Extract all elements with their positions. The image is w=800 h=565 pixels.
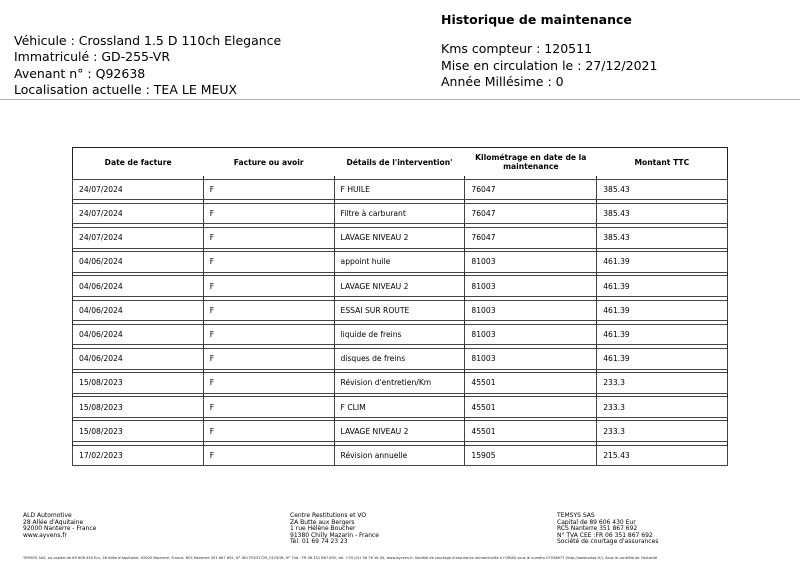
cell-amount: 385.43 xyxy=(597,203,728,224)
footer-line: ZA Butte aux Bergers xyxy=(290,518,355,526)
header-divider xyxy=(0,99,800,100)
cell-amount: 233.3 xyxy=(597,397,728,418)
cell-type: F xyxy=(203,227,334,248)
cell-amount: 461.39 xyxy=(597,348,728,369)
cell-mileage: 76047 xyxy=(465,179,597,200)
vehicle-location: Localisation actuelle : TEA LE MEUX xyxy=(14,81,238,97)
header-mileage: Kilométrage en date de la maintenance xyxy=(475,153,587,171)
model-year: Année Millésime : 0 xyxy=(441,73,564,89)
cell-type: F xyxy=(203,252,334,273)
footer-line: 92000 Nanterre - France xyxy=(23,525,97,532)
cell-details: LAVAGE NIVEAU 2 xyxy=(334,421,465,442)
cell-amount: 233.3 xyxy=(597,373,728,394)
table-row xyxy=(73,203,728,224)
cell-details: Révision annuelle xyxy=(334,445,465,466)
vehicle-avenant: Avenant n° : Q92638 xyxy=(14,65,146,81)
cell-mileage: 81003 xyxy=(465,276,597,297)
footer-line: 91380 Chilly Mazarin - France xyxy=(290,531,379,539)
legal-notice: TEMSYS SAS, au capital de 89 606 430 Eur, 28 Allée d'Aquitaine, 92000 Nanterre, France, RCS Nanterre 351 867 692, N° IDU FR231725_01YSOB, N° TVA : FR 06 351 867 692, tel. +33 (0)1 56 76 18 00, www.ayvens.fr. Société de courtage d'assurance immatriculée à l'ORIAS sous le numéro 07026677 (http://www.orias.fr/). Sous le contrôle de l'Autorité xyxy=(23,556,658,560)
footer-legal-entity xyxy=(557,513,658,546)
cell-details: Révision d'entretien/Km xyxy=(334,373,465,394)
vehicle-plate: Immatriculé : GD-255-VR xyxy=(14,49,171,65)
cell-details: F CLIM xyxy=(334,397,465,418)
footer-website-link[interactable]: www.ayvens.fr xyxy=(23,531,67,539)
vehicle-model: Véhicule : Crossland 1.5 D 110ch Elegance xyxy=(14,33,282,48)
cell-details: liquide de freins xyxy=(334,324,465,345)
table-row xyxy=(73,348,728,369)
cell-type: F xyxy=(203,348,334,369)
table-row xyxy=(73,179,728,200)
cell-type: F xyxy=(203,276,334,297)
table-row xyxy=(73,397,728,418)
footer-line: RCS Nanterre 351 867 692 xyxy=(557,525,638,532)
footer-line: Centre Restitutions et VO xyxy=(290,512,367,519)
cell-amount: 385.43 xyxy=(597,227,728,248)
cell-amount: 461.39 xyxy=(597,300,728,321)
cell-mileage: 45501 xyxy=(465,421,597,442)
table-row xyxy=(73,276,728,297)
cell-date: 04/06/2024 xyxy=(73,252,204,273)
table-row xyxy=(73,252,728,273)
table-row xyxy=(73,445,728,466)
maintenance-table xyxy=(72,147,728,466)
cell-mileage: 81003 xyxy=(465,252,597,273)
cell-amount: 461.39 xyxy=(597,252,728,273)
cell-mileage: 76047 xyxy=(465,203,597,224)
cell-amount: 461.39 xyxy=(597,324,728,345)
cell-mileage: 81003 xyxy=(465,300,597,321)
table-row xyxy=(73,373,728,394)
cell-amount: 233.3 xyxy=(597,421,728,442)
cell-date: 24/07/2024 xyxy=(73,179,204,200)
cell-date: 24/07/2024 xyxy=(73,203,204,224)
cell-type: F xyxy=(203,421,334,442)
table-row xyxy=(73,421,728,442)
footer-line: ALD Automotive xyxy=(23,512,72,519)
cell-type: F xyxy=(203,203,334,224)
table-body xyxy=(73,176,728,466)
odometer: Kms compteur : 120511 xyxy=(441,41,593,57)
footer-center xyxy=(290,513,379,546)
cell-date: 04/06/2024 xyxy=(73,300,204,321)
cell-amount: 385.43 xyxy=(597,179,728,200)
footer-line: 1 rue Hélène Boucher xyxy=(290,525,356,532)
table-row xyxy=(73,300,728,321)
cell-date: 04/06/2024 xyxy=(73,276,204,297)
cell-details: Filtre à carburant xyxy=(334,203,465,224)
cell-type: F xyxy=(203,324,334,345)
footer-line: 28 Allée d'Aquitaine xyxy=(23,518,84,526)
cell-date: 15/08/2023 xyxy=(73,421,204,442)
footer-company xyxy=(23,513,96,539)
cell-type: F xyxy=(203,373,334,394)
cell-mileage: 45501 xyxy=(465,397,597,418)
table-row xyxy=(73,227,728,248)
cell-type: F xyxy=(203,445,334,466)
cell-date: 17/02/2023 xyxy=(73,445,204,466)
registration-date: Mise en circulation le : 27/12/2021 xyxy=(441,57,658,73)
header-details: Détails de l'intervention' xyxy=(346,157,453,167)
cell-details: LAVAGE NIVEAU 2 xyxy=(334,227,465,248)
footer-line: N° TVA CEE :FR 06 351 867 692 xyxy=(557,531,653,539)
history-info xyxy=(441,12,657,90)
footer-line: Tél. 01 69 74 23 23 xyxy=(290,538,348,545)
cell-type: F xyxy=(203,179,334,200)
cell-date: 15/08/2023 xyxy=(73,397,204,418)
cell-date: 04/06/2024 xyxy=(73,348,204,369)
cell-details: disques de freins xyxy=(334,348,465,369)
cell-type: F xyxy=(203,300,334,321)
cell-details: ESSAI SUR ROUTE xyxy=(334,300,465,321)
cell-mileage: 15905 xyxy=(465,445,597,466)
cell-type: F xyxy=(203,397,334,418)
header-type: Facture ou avoir xyxy=(233,157,304,167)
header-amount: Montant TTC xyxy=(634,157,690,167)
footer-line: Société de courtage d'assurances xyxy=(557,538,659,545)
footer-line: Capital de 89 606 430 Eur xyxy=(557,518,636,526)
cell-amount: 215.43 xyxy=(597,445,728,466)
header-date: Date de facture xyxy=(104,157,172,167)
cell-date: 24/07/2024 xyxy=(73,227,204,248)
cell-details: LAVAGE NIVEAU 2 xyxy=(334,276,465,297)
cell-date: 15/08/2023 xyxy=(73,373,204,394)
cell-mileage: 76047 xyxy=(465,227,597,248)
cell-amount: 461.39 xyxy=(597,276,728,297)
cell-mileage: 45501 xyxy=(465,373,597,394)
cell-mileage: 81003 xyxy=(465,348,597,369)
cell-details: appoint huile xyxy=(334,252,465,273)
table-row xyxy=(73,324,728,345)
vehicle-info xyxy=(14,33,281,98)
page-title: Historique de maintenance xyxy=(441,12,632,27)
cell-details: F HUILE xyxy=(334,179,465,200)
cell-date: 04/06/2024 xyxy=(73,324,204,345)
cell-mileage: 81003 xyxy=(465,324,597,345)
table-header-row xyxy=(73,148,728,177)
footer-line: TEMSYS SAS xyxy=(557,512,595,519)
